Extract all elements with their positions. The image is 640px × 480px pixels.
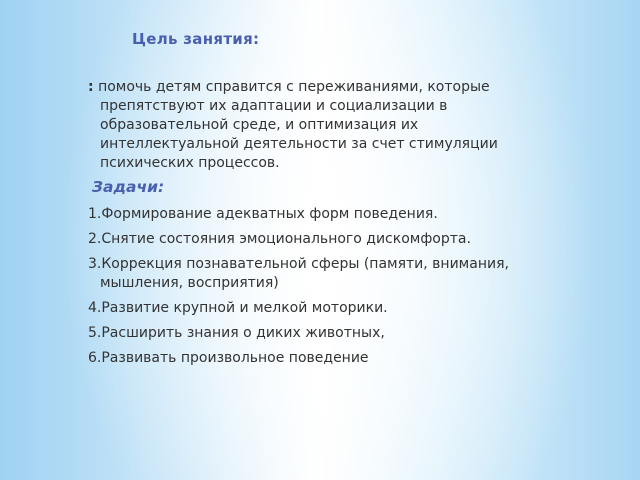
task-item-2: 2.Снятие состояния эмоционального дискомфорта. — [88, 231, 471, 247]
task-item-3: 3.Коррекция познавательной сферы (памяти, внимания, мышления, восприятия) — [88, 256, 509, 291]
task-item-1: 1.Формирование адекватных форм поведения. — [88, 206, 438, 222]
goal-paragraph — [88, 78, 540, 173]
task-item-4: 4.Развитие крупной и мелкой моторики. — [88, 300, 388, 316]
tasks-title: Задачи: — [92, 178, 165, 196]
goal-title: Цель занятия: — [132, 30, 260, 48]
goal-colon: : — [88, 79, 94, 95]
goal-text: помочь детям справится с переживаниями, которые препятствуют их адаптации и социализации в образовательной среде, и оптимизация их интеллектуальной деятельности за счет стимуляции психических процессов. — [98, 79, 498, 171]
task-list — [88, 205, 538, 374]
task-item-5: 5.Расширить знания о диких животных, — [88, 325, 385, 341]
task-item-6: 6.Развивать произвольное поведение — [88, 350, 369, 366]
